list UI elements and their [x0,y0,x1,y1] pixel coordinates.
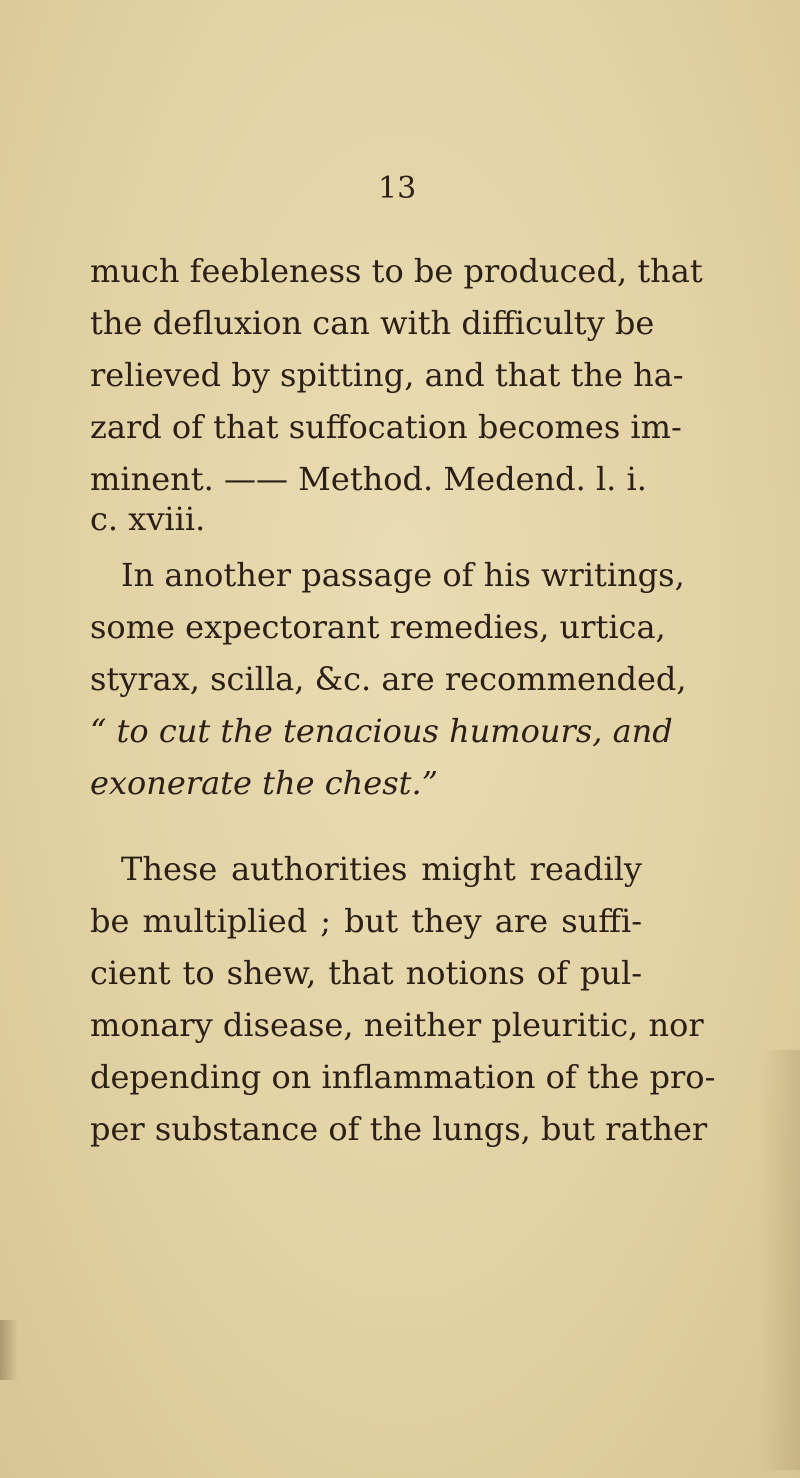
text-line-17: per substance of the lungs, but rather [90,1110,708,1148]
text-line-15: monary disease, neither pleuritic, nor [90,1006,704,1044]
text-line-6: c. xviii. [90,500,206,538]
text-line-2: the defluxion can with difficulty be [90,304,655,342]
text-line-14: cient to shew, that notions of pul- [90,954,642,992]
text-line-13: be multiplied ; but they are suffi- [90,902,642,940]
text-line-3: relieved by spitting, and that the ha- [90,356,684,394]
text-line-7: In another passage of his writings, [121,556,685,594]
text-line-5: minent. —— Method. Medend. l. i. [90,460,647,498]
paper-left-mark [0,1320,18,1380]
text-line-12: These authorities might readily [121,850,642,888]
page-number: 13 [378,171,417,206]
text-line-1: much feebleness to be produced, that [90,252,703,290]
text-line-10: “ to cut the tenacious humours, and [90,712,673,750]
text-line-9: styrax, scilla, &c. are recommended, [90,660,687,698]
paper-edge-stain [760,1050,800,1470]
text-line-16: depending on inflammation of the pro- [90,1058,716,1096]
text-line-11: exonerate the chest.” [90,764,438,802]
text-line-8: some expectorant remedies, urtica, [90,608,666,646]
text-line-4: zard of that suffocation becomes im- [90,408,682,446]
